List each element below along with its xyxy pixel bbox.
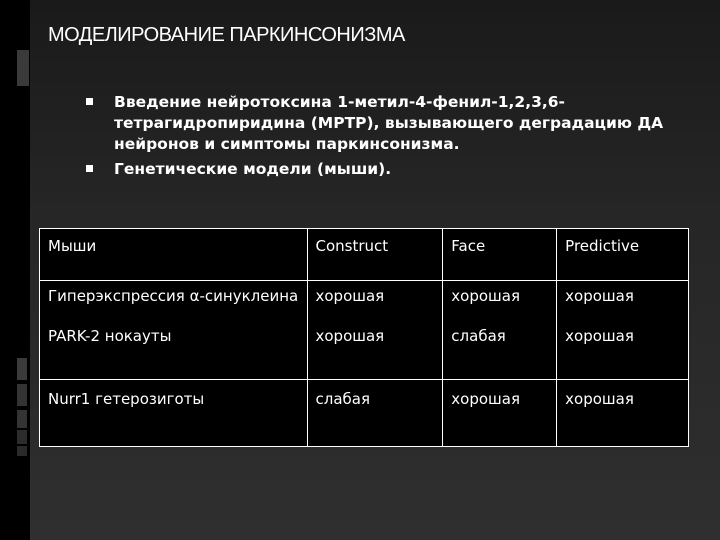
- header-cell: Мыши: [40, 229, 308, 281]
- bullet-text: Введение нейротоксина 1-метил-4-фенил-1,2,3,6-тетрагидропиридина (MPTP), вызывающего деградацию ДА нейронов и симптомы паркинсонизма.: [114, 93, 664, 153]
- decorative-block: [17, 358, 27, 380]
- table-cell: хорошая: [557, 380, 689, 447]
- decorative-block: [17, 50, 29, 86]
- header-cell: Construct: [307, 229, 443, 281]
- table-cell: хорошая: [443, 281, 557, 328]
- table-cell: PARK-2 нокауты: [40, 327, 308, 380]
- table-row: [40, 380, 689, 447]
- bullet-square-icon: [86, 165, 93, 172]
- bullet-item: [80, 159, 700, 180]
- header-cell: Face: [443, 229, 557, 281]
- table-cell: хорошая: [557, 281, 689, 328]
- table-cell: слабая: [307, 380, 443, 447]
- table-cell: Nurr1 гетерозиготы: [40, 380, 308, 447]
- slide-title: МОДЕЛИРОВАНИЕ ПАРКИНСОНИЗМА: [48, 24, 405, 46]
- header-cell: Predictive: [557, 229, 689, 281]
- decorative-block: [17, 384, 27, 406]
- table-cell: хорошая: [307, 281, 443, 328]
- bullet-list: [80, 92, 700, 184]
- bullet-square-icon: [86, 98, 93, 105]
- decorative-block: [17, 446, 27, 456]
- decorative-block: [17, 410, 27, 428]
- table-row: [40, 281, 689, 328]
- table-cell: хорошая: [443, 380, 557, 447]
- table-header-row: [40, 229, 689, 281]
- decorative-block: [17, 430, 27, 444]
- table-cell: Гиперэкспрессия α-синуклеина: [40, 281, 308, 328]
- table-cell: хорошая: [557, 327, 689, 380]
- models-table: [39, 228, 689, 447]
- bullet-text: Генетические модели (мыши).: [114, 160, 392, 178]
- table-cell: хорошая: [307, 327, 443, 380]
- bullet-item: [80, 92, 700, 155]
- table-cell: слабая: [443, 327, 557, 380]
- table-row: [40, 327, 689, 380]
